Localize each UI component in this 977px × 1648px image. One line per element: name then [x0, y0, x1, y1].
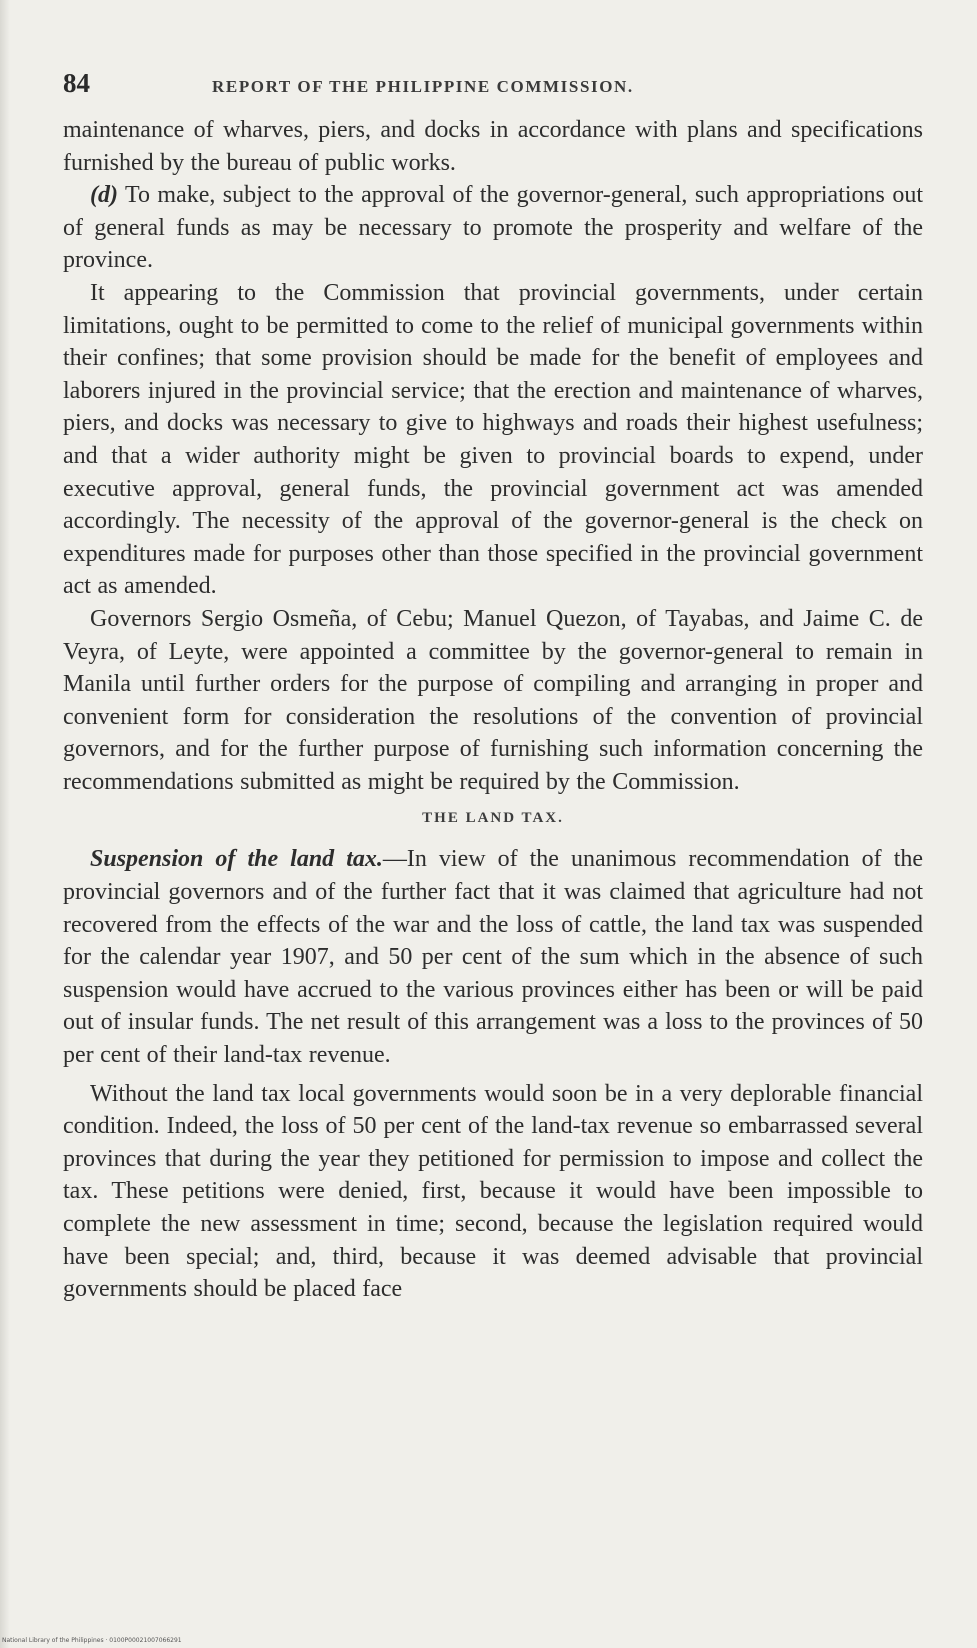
paragraph-suspension	[63, 843, 923, 1071]
library-credit: National Library of the Philippines · 0100P00021007066291	[2, 1637, 182, 1644]
running-title: REPORT OF THE PHILIPPINE COMMISSION.	[212, 77, 634, 96]
clause-label: (d)	[90, 182, 118, 209]
running-head	[63, 68, 923, 114]
paragraph-lead-in: Suspension of the land tax.	[90, 846, 383, 873]
clause-text: To make, subject to the approval of the governor-general, such appropriations out of general funds as may be necessary to promote the prosperity and welfare of the province.	[63, 182, 923, 274]
paragraph-wharves: maintenance of wharves, piers, and docks in accordance with plans and specifications furnished by the bureau of public works.	[63, 117, 923, 176]
section-heading: THE LAND TAX.	[422, 810, 564, 827]
paragraph-appropriations	[63, 179, 923, 277]
paragraph-suspension-text: —In view of the unanimous recommendation of the provincial governors and of the further fact that it was claimed that agriculture had not recovered from the effects of the war and the loss of cattle, the land tax was suspended for the calendar year 1907, and 50 per cent of the sum which in the absence of such suspension would have accrued to the various provinces either has been or will be paid out of insular funds. The net result of this arrangement was a loss to the provinces of 50 per cent of their land-tax revenue.	[63, 846, 924, 1069]
paragraph-commission-finding: It appearing to the Commission that provincial governments, under certain limitations, ought to be permitted to come to the relief of municipal governments within their confines; that some provision should be made for the benefit of employees and laborers injured in the provincial service; that the erection and maintenance of wharves, piers, and docks was necessary to give to highways and roads their highest usefulness; and that a wider authority might be given to provincial boards to expend, under executive approval, general funds, the provincial government act was amended accordingly. The necessity of the approval of the governor-general is the check on expenditures made for purposes other than those specified in the provincial government act as amended.	[63, 279, 923, 600]
paragraph-without-land-tax: Without the land tax local governments would soon be in a very deplorable financial condition. Indeed, the loss of 50 per cent of the land-tax revenue so embarrassed several provinces that during the year they petitioned for permission to impose and collect the tax. These petitions were denied, first, because it would have been impossible to complete the new assessment in time; second, because the legislation required would have been special; and, third, because it was deemed advisable that provincial governments should be placed face	[63, 1080, 923, 1303]
page-text	[63, 68, 923, 1306]
page-number: 84	[63, 68, 90, 98]
paragraph-governors-committee: Governors Sergio Osmeña, of Cebu; Manuel Quezon, of Tayabas, and Jaime C. de Veyra, of Leyte, were appointed a committee by the governor-general to remain in Manila until further orders for the purpose of compiling and arranging in proper and convenient form for consideration the resolutions of the convention of provincial governors, and for the further purpose of furnishing such information concerning the recommendations submitted as might be required by the Commission.	[63, 605, 923, 795]
page-edge-shadow	[0, 0, 10, 1648]
